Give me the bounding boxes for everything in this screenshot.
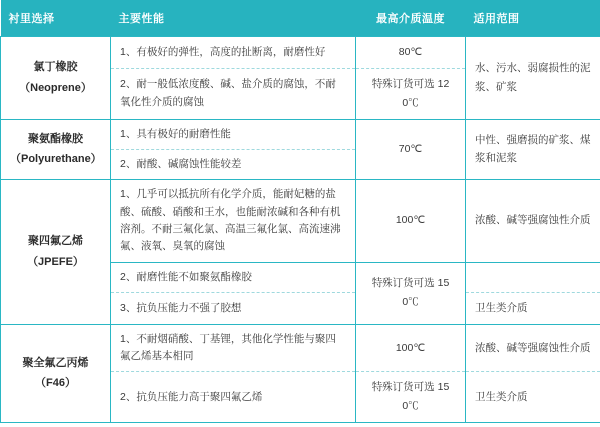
- application-scope: 浓酸、碱等强腐蚀性介质: [466, 180, 600, 262]
- column-header-performance: 主要性能: [111, 0, 356, 37]
- material-name-en: （Neoprene）: [19, 81, 92, 94]
- performance-text: 2、抗负压能力高于聚四氟乙烯: [111, 372, 356, 423]
- table-row: [1, 180, 600, 262]
- application-scope: 水、污水、弱腐损性的泥浆、矿浆: [466, 37, 600, 120]
- table-body: [1, 37, 600, 423]
- material-name-en: （JPEFE）: [27, 256, 84, 269]
- application-scope: 卫生类介质: [466, 292, 600, 324]
- table-row: [1, 119, 600, 149]
- temperature-value: 特殊订货可选 120℃: [356, 68, 466, 119]
- material-name-cn: 氯丁橡胶: [33, 60, 78, 73]
- material-name-cn: 聚氨酯橡胶: [28, 132, 83, 145]
- column-header-application: 适用范围: [466, 0, 600, 37]
- application-scope: 中性、强磨损的矿浆、煤浆和泥浆: [466, 119, 600, 180]
- material-name-neoprene: [1, 37, 111, 120]
- temperature-value: 100℃: [356, 324, 466, 372]
- table-header: [1, 0, 600, 37]
- performance-text: 3、抗负压能力不强了胶想: [111, 292, 356, 324]
- temperature-value: 特殊订货可选 150℃: [356, 372, 466, 423]
- material-name-jpefe: [1, 180, 111, 324]
- material-name-cn: 聚全氟乙丙烯: [22, 356, 89, 369]
- table-row: [1, 324, 600, 372]
- application-scope: 浓酸、碱等强腐蚀性介质: [466, 324, 600, 372]
- column-header-max-temperature: 最高介质温度: [356, 0, 466, 37]
- material-name-f46: [1, 324, 111, 422]
- material-name-en: （F46）: [35, 377, 76, 390]
- table-header-row: [1, 0, 600, 37]
- performance-text: 1、几乎可以抵抗所有化学介质，能耐妃糖的盐酸、硫酸、硝酸和王水，也能耐浓碱和各种有机溶剂。不耐三氟化氯、高温三氟化氯、高流速沸氟、液氧、臭氧的腐蚀: [111, 180, 356, 262]
- temperature-value: 100℃: [356, 180, 466, 262]
- temperature-value: 特殊订货可选 150℃: [356, 262, 466, 324]
- material-name-cn: 聚四氟乙烯: [28, 235, 83, 248]
- performance-text: 2、耐一般低浓度酸、碱、盐介质的腐蚀，不耐氧化性介质的腐蚀: [111, 68, 356, 119]
- application-scope: [466, 262, 600, 292]
- performance-text: 1、有极好的弹性，高度的扯断离，耐磨性好: [111, 37, 356, 69]
- column-header-lining: 衬里选择: [1, 0, 111, 37]
- performance-text: 2、耐酸、碱腐蚀性能较差: [111, 149, 356, 179]
- material-name-en: （Polyurethane）: [10, 153, 102, 166]
- temperature-value: 70℃: [356, 119, 466, 180]
- performance-text: 1、具有极好的耐磨性能: [111, 119, 356, 149]
- table-row: [1, 37, 600, 69]
- performance-text: 1、不耐烟硝酸、丁基锂，其他化学性能与聚四氟乙烯基本相同: [111, 324, 356, 372]
- performance-text: 2、耐磨性能不如聚氨酯橡胶: [111, 262, 356, 292]
- material-name-polyurethane: [1, 119, 111, 180]
- application-scope: 卫生类介质: [466, 372, 600, 423]
- temperature-value: 80℃: [356, 37, 466, 69]
